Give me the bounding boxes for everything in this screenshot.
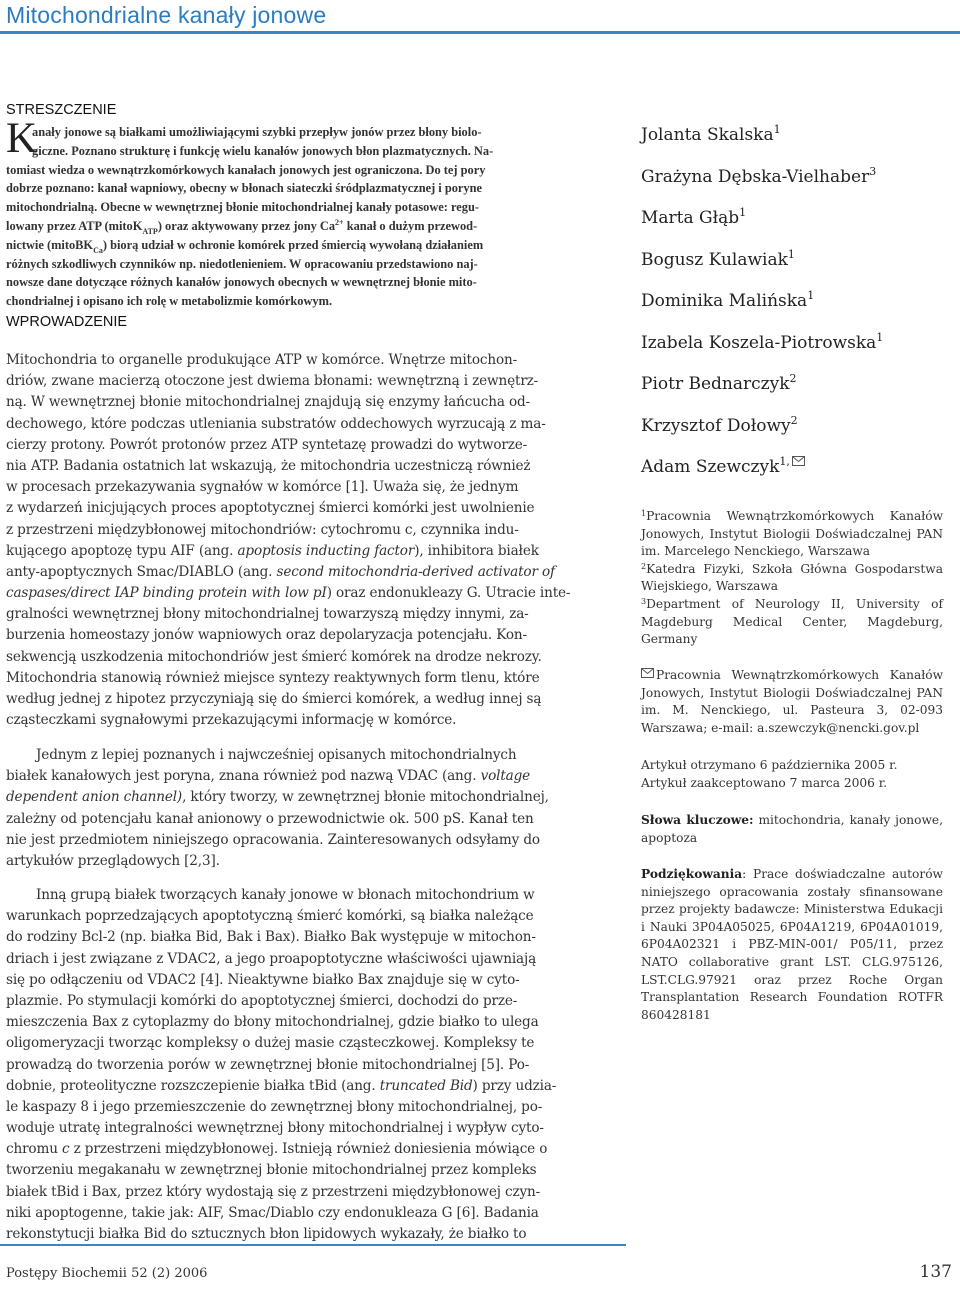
text-line: cząsteczkami sygnałowymi przekazującymi informację w komórce. <box>6 712 457 729</box>
text-line: oligomeryzacji tworząc kompleksy o dużej masie cząsteczkowej. Kompleksy te <box>6 1035 535 1052</box>
abstract-line: różnych szkodliwych czynników np. niedotlenieniem. W opracowaniu przedstawiono naj- <box>6 256 478 271</box>
author-list <box>641 115 951 489</box>
envelope-icon <box>641 668 654 678</box>
intro-paragraph-1 <box>6 350 614 731</box>
keywords-text: mitochondria, kanały jonowe, apoptoza <box>641 813 943 845</box>
drop-cap: K <box>6 115 38 162</box>
abstract-line: giczne. Poznano strukturę i funkcję wielu kanałów jonowych błon plazmatycznych. Na- <box>32 143 494 158</box>
page-title: Mitochondrialne kanały jonowe <box>6 2 327 28</box>
envelope-icon <box>792 456 805 466</box>
acknowledgements-label: Podziękowania <box>641 867 743 881</box>
text-line: według jednej z hipotez przyczyniają się do śmierci komórek, a według innej są <box>6 691 542 707</box>
affiliation-3: $^3$Department of Neurology II, University of Magdeburg Medical Center, Magdeburg, Germany <box>641 596 943 647</box>
text-line: nie jest przedmiotem niniejszego opracowania. Zainteresowanych odsyłamy do <box>6 831 540 848</box>
abstract-line: dobrze poznano: kanał wapniowy, obecny w błonach siateczki śródplazmatycznej i poryne <box>6 181 483 196</box>
text-line: burzenia homeostazy jonów wapniowych oraz depolaryzacja potencjału. Kon- <box>6 627 527 644</box>
author-corresponding: Adam Szewczyk$^{1,}$ <box>641 447 951 489</box>
received-date: Artykuł otrzymano 6 października 2005 r. <box>641 758 898 772</box>
abstract-heading: STRESZCZENIE <box>6 102 117 118</box>
text-line: plazmie. Po stymulacji komórki do apoptotycznej śmierci, dochodzi do prze- <box>6 992 518 1009</box>
abstract-line: chondrialnej i opisano ich rolę w metabolizmie komórkowym. <box>6 294 333 309</box>
author: Dominika Malińska$^1$ <box>641 289 815 311</box>
keywords-label: Słowa kluczowe: <box>641 813 754 827</box>
abstract <box>6 99 614 311</box>
intro-paragraph-3 <box>6 885 614 1245</box>
abstract-line: tomiast wiedza o wewnątrzkomórkowych kanałach jonowych jest ograniczona. Do tej pory <box>6 162 486 177</box>
text-line: chromu c z przestrzeni międzybłonowej. Istnieją również doniesienia mówiące o <box>6 1141 548 1158</box>
text-line: niki apoptogenne, takie jak: AIF, Smac/Diablo czy endonukleaza G [6]. Badania <box>6 1204 539 1221</box>
intro-heading: WPROWADZENIE <box>6 314 128 330</box>
text-line: sekwencją uszkodzenia mitochondriów jest śmierć komórek na drodze nekrozy. <box>6 648 542 665</box>
abstract-line: mitochondrialną. Obecne w wewnętrznej błonie mitochondrialnej kanały potasowe: regu- <box>6 200 480 215</box>
acknowledgements <box>641 866 943 1024</box>
text-line: le kaspazy 8 i jego przemieszczenie do zewnętrznej błony mitochondrialnej, po- <box>6 1098 543 1115</box>
text-line: caspases/direct IAP binding protein with low pI) oraz endonukleazy G. Utracie inte- <box>6 585 571 602</box>
contact-text: Pracownia Wewnątrzkomórkowych Kanałów Jonowych, Instytut Biologii Doświadczalnej PAN im. M. Nenckiego, ul. Pasteura 3, 02-093 Warszawa; e-mail: a.szewczyk@nencki.gov.pl <box>641 668 943 735</box>
text-line: artykułów przeglądowych [2,3]. <box>6 852 220 869</box>
text-line: Jednym z lepiej poznanych i najwcześniej opisanych mitochondrialnych <box>36 747 517 763</box>
text-line: mieszczenia Bax z cytoplazmy do błony mitochondrialnej, gdzie białko to ulega <box>6 1014 539 1031</box>
abstract-line: nictwie (mitoBK$_{Ca}$) biorą udział w ochronie komórek przed śmiercią wywołaną działaniem <box>6 237 484 255</box>
author: Marta Głąb$^1$ <box>641 206 747 228</box>
text-line: do rodziny Bcl-2 (np. białka Bid, Bak i Bax). Białko Bak występuje w mitochon- <box>6 929 536 946</box>
text-line: z przestrzeni międzybłonowej mitochondriów: cytochromu c, czynnika indu- <box>6 521 519 538</box>
article-dates <box>641 757 943 792</box>
journal-citation: Postępy Biochemii 52 (2) 2006 <box>6 1266 208 1281</box>
title-bar <box>0 0 960 34</box>
contact-address <box>641 667 943 737</box>
abstract-line: lowany przez ATP (mitoK$_{ATP}$) oraz aktywowany przez jony $Ca^{2+}$ kanał o dużym przewod- <box>6 217 478 236</box>
accepted-date: Artykuł zaakceptowano 7 marca 2006 r. <box>641 775 888 790</box>
text-line: prowadzą do tworzenia porów w zewnętrznej błonie mitochondrialnej [5]. Po- <box>6 1056 530 1073</box>
affiliations <box>641 508 943 649</box>
text-line: warunkach poprzedzających apoptotyczną śmierć komórki, są białka należące <box>6 908 534 925</box>
text-line: z wydarzeń inicjujących proces apoptotycznej śmierci komórki jest uwolnienie <box>6 500 535 517</box>
text-line: gralności wewnętrznej błony mitochondrialnej towarzyszą między innymi, za- <box>6 606 529 623</box>
author: Grażyna Dębska-Vielhaber$^3$ <box>641 164 877 187</box>
affiliation-1: $^1$Pracownia Wewnątrzkomórkowych Kanałów Jonowych, Instytut Biologii Doświadczalnej PAN im. Marcelego Nenckiego, Warszawa <box>641 509 943 559</box>
text-line: rekonstytucji białka Bid do sztucznych błon lipidowych wykazały, że białko to <box>6 1226 527 1242</box>
abstract-line: anały jonowe są białkami umożliwiającymi szybki przepływ jonów przez błony biolo- <box>32 125 482 139</box>
text-line: tworzeniu megakanału w zewnętrznej błonie mitochondrialnej przez kompleks <box>6 1162 537 1179</box>
text-line: zależny od potencjału kanał anionowy o przewodnictwie ok. 500 pS. Kanał ten <box>6 810 534 827</box>
author: Izabela Koszela-Piotrowska$^1$ <box>641 330 884 353</box>
text-line: dobnie, proteolityczne rozszczepienie białka tBid (ang. truncated Bid) przy udzia- <box>6 1077 557 1094</box>
author: Piotr Bednarczyk$^2$ <box>641 372 797 394</box>
text-line: białek kanałowych jest poryna, znana również pod nazwą VDAC (ang. voltage <box>6 768 531 785</box>
text-line: woduje utratę integralności wewnętrznej błony mitochondrialnej i wypływ cyto- <box>6 1120 544 1137</box>
footer-rule <box>0 1244 626 1246</box>
text-line: nia ATP. Badania ostatnich lat wskazują, że mitochondria uczestniczą również <box>6 457 531 474</box>
text-line: ną. W wewnętrznej błonie mitochondrialnej znajdują się enzymy łańcucha od- <box>6 394 531 411</box>
text-line: anty-apoptycznych Smac/DIABLO (ang. second mitochondria-derived activator of <box>6 563 555 580</box>
acknowledgements-text: : Prace doświadczalne autorów niniejszego opracowania zostały sfinansowane przez projekty badawcze: Ministerstwa Edukacji i Nauki 3P04A05025, 6P04A1219, 6P04A01019, 6P04A02321 i PBZ-MIN-001/ P05/11, przez NATO collaborative grant LST. CLG.975126, LST.CLG.97921 oraz przez Roche Organ Transplantation Research Foundation ROTFR 860428181 <box>641 867 943 1022</box>
text-line: driach i jest związane z VDAC2, a jego proapoptotyczne właściwości ujawniają <box>6 950 537 967</box>
text-line: cierzy protony. Powrót protonów przez ATP syntetazę prowadzi do wytworze- <box>6 436 528 453</box>
page-number: 137 <box>919 1262 952 1282</box>
text-line: Mitochondria to organelle produkujące ATP w komórce. Wnętrze mitochon- <box>6 352 518 368</box>
author: Krzysztof Dołowy$^2$ <box>641 413 798 436</box>
author: Bogusz Kulawiak$^1$ <box>641 247 795 270</box>
text-line: kującego apoptozę typu AIF (ang. apoptosis inducting factor), inhibitora białek <box>6 542 539 559</box>
text-line: się po odłączeniu od VDAC2 [4]. Nieaktywne białko Bax znajduje się w cyto- <box>6 971 520 988</box>
text-line: w procesach przekazywania sygnałów w komórce [1]. Uważa się, że jednym <box>6 479 519 496</box>
author: Jolanta Skalska$^1$ <box>641 123 781 145</box>
text-line: Inną grupą białek tworzących kanały jonowe w błonach mitochondrium w <box>36 887 535 903</box>
abstract-line: nowsze dane dotyczące różnych kanałów jonowych obecnych w wewnętrznej błonie mito- <box>6 275 477 290</box>
keywords <box>641 812 943 847</box>
text-line: białek tBid i Bax, przez który wydostają się z przestrzeni międzybłonowej czyn- <box>6 1183 541 1200</box>
text-line: dechowego, które podczas utleniania substratów oddechowych wyrzucają z ma- <box>6 415 546 432</box>
affiliation-2: $^2$Katedra Fizyki, Szkoła Główna Gospodarstwa Wiejskiego, Warszawa <box>641 561 943 594</box>
intro-paragraph-2 <box>6 745 614 872</box>
text-line: driów, zwane macierzą otoczone jest dwiema błonami: wewnętrzną i zewnętrz- <box>6 373 539 390</box>
text-line: dependent anion channel), który tworzy, w zewnętrznej błonie mitochondrialnej, <box>6 789 549 806</box>
text-line: Mitochondria stanowią również miejsce syntezy reaktywnych form tlenu, które <box>6 669 540 686</box>
